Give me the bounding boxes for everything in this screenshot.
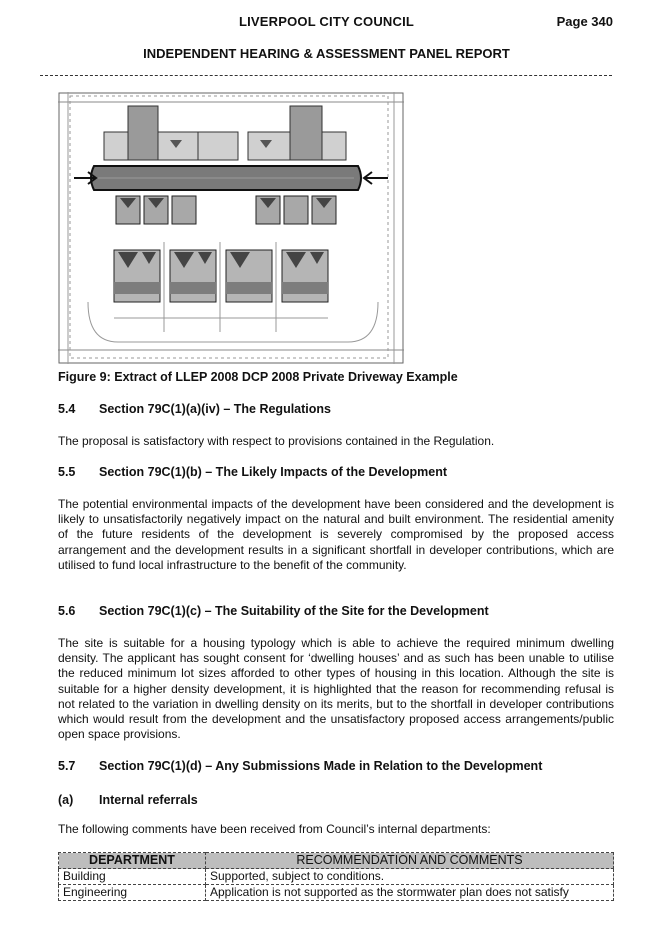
driveway-site-plan-figure [58,92,404,364]
section-heading-5-6 [58,604,489,618]
section-title: Section 79C(1)(b) – The Likely Impacts of the Development [99,465,447,479]
comment-cell: Application is not supported as the stormwater plan does not satisfy [206,885,614,901]
subsection-heading-a [58,793,198,807]
section-title: Internal referrals [99,793,198,807]
paragraph: The following comments have been received from Council’s internal departments: [58,822,491,836]
column-header-department: DEPARTMENT [59,853,206,869]
section-title: Section 79C(1)(a)(iv) – The Regulations [99,402,331,416]
section-heading-5-4 [58,402,331,416]
section-body-5-4 [58,434,614,449]
report-title: INDEPENDENT HEARING & ASSESSMENT PANEL REPORT [143,46,510,61]
section-number: 5.5 [58,465,76,479]
paragraph: The potential environmental impacts of the development have been considered and the development is likely to unsatisfactorily negatively impact on the natural and built environment. The residential amenity of the future residents of the development is severely compromised by the proposed access arrangement and the development results in a significant shortfall in developer contributions, which are utilised to fund local infrastructure to the benefit of the community. [58,497,614,572]
paragraph: The site is suitable for a housing typology which is able to achieve the required minimum dwelling density. The applicant has sought consent for ‘dwelling houses’ and as such has been unable to utilise the reduced minimum lot sizes afforded to other types of housing in this location. Although the site is suitable for a higher density development, it is highlighted that the reason for recommending refusal is not related to the variation in dwelling density on its merits, but to the shortfall in developer contributions which would result from the development and the unsatisfactory proposed access arrangements/public open space provisions. [58,636,614,742]
figure-caption: Figure 9: Extract of LLEP 2008 DCP 2008 Private Driveway Example [58,370,458,384]
section-number: 5.7 [58,759,76,773]
section-title: Section 79C(1)(d) – Any Submissions Made in Relation to the Development [99,759,543,773]
paragraph: The proposal is satisfactory with respect to provisions contained in the Regulation. [58,434,495,448]
page-header [0,14,653,32]
header-divider [40,75,612,76]
column-header-comments: RECOMMENDATION AND COMMENTS [206,853,614,869]
section-number: (a) [58,793,74,807]
page-number: Page 340 [556,14,613,29]
section-number: 5.4 [58,402,76,416]
subsection-body-a [58,822,614,837]
table-row [59,869,614,885]
section-heading-5-7 [58,759,542,773]
department-cell: Building [59,869,206,885]
internal-referrals-table [58,852,614,901]
table-header-row [59,853,614,869]
council-name: LIVERPOOL CITY COUNCIL [238,14,415,29]
section-body-5-6 [58,636,614,742]
comment-cell: Supported, subject to conditions. [206,869,614,885]
section-number: 5.6 [58,604,76,618]
section-heading-5-5 [58,465,447,479]
department-cell: Engineering [59,885,206,901]
section-title: Section 79C(1)(c) – The Suitability of the Site for the Development [99,604,489,618]
section-body-5-5 [58,497,614,573]
table-row [59,885,614,901]
